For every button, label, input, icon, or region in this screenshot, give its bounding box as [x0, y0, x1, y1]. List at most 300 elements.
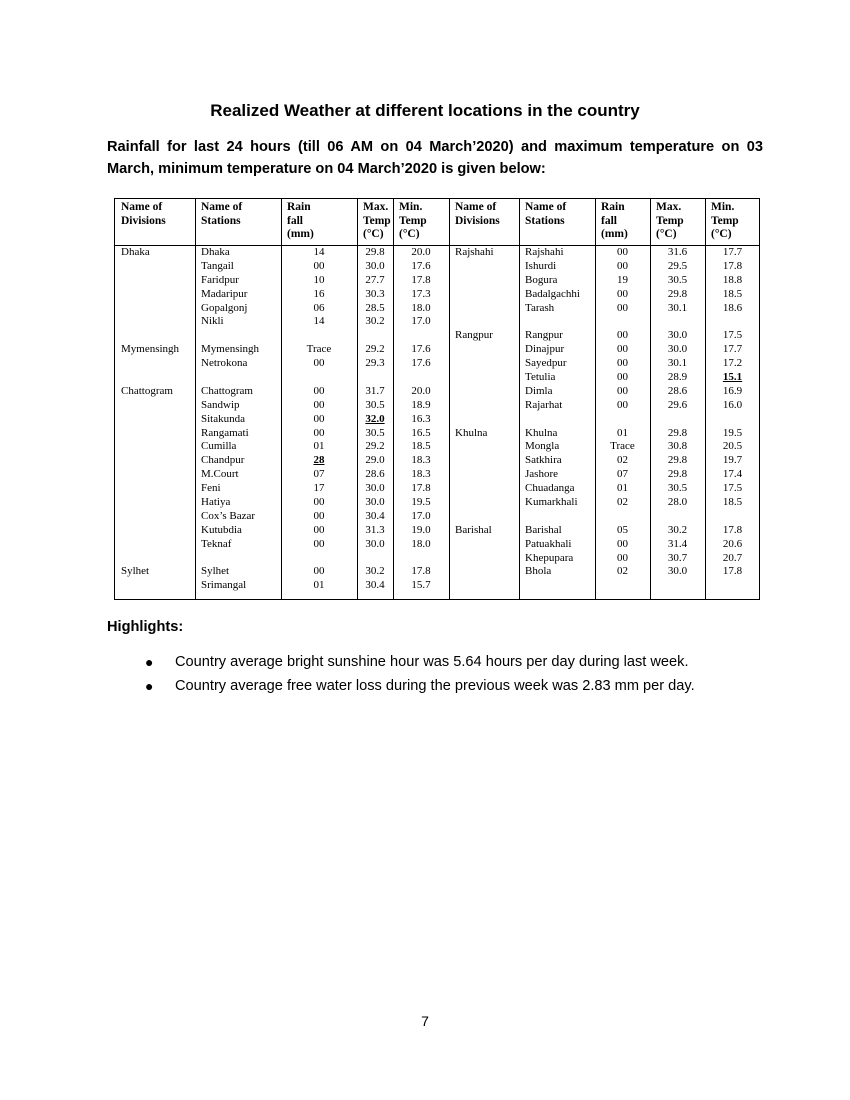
cell-max-temp: 30.7: [667, 551, 688, 564]
cell-min-temp: 17.6: [411, 357, 431, 370]
cell-station: Netrokona: [201, 357, 248, 370]
header-line: Divisions: [121, 214, 166, 227]
cell-min-temp: 17.8: [411, 565, 431, 578]
cell-station: Sitakunda: [201, 412, 245, 425]
right-station-column: [525, 246, 580, 579]
cell-min-temp: 17.0: [411, 315, 431, 328]
cell-rainfall: 00: [617, 301, 628, 314]
cell-max-temp: 32.0: [365, 412, 385, 425]
cell-min-temp: [393, 329, 449, 343]
cell-rainfall: [595, 413, 650, 427]
right-min-temp-column: [705, 246, 760, 579]
cell-max-temp: 29.5: [667, 259, 688, 272]
cell-max-temp: 30.0: [667, 329, 688, 342]
column-divider: [519, 199, 520, 599]
cell-rainfall: [281, 329, 357, 343]
cell-division: [455, 482, 494, 496]
cell-station: [525, 413, 580, 427]
cell-division: [455, 496, 494, 510]
cell-min-temp: 18.5: [722, 496, 743, 509]
cell-station: Barishal: [525, 523, 562, 536]
cell-min-temp: 17.5: [722, 329, 743, 342]
cell-division: Rajshahi: [455, 246, 494, 258]
right-rainfall-column: [595, 246, 650, 579]
cell-station: Rangpur: [525, 329, 563, 342]
cell-max-temp: 30.2: [365, 565, 385, 578]
cell-max-temp: 30.0: [365, 482, 385, 495]
cell-max-temp: 28.0: [667, 496, 688, 509]
cell-max-temp: 29.6: [667, 398, 688, 411]
cell-station: Bogura: [525, 273, 558, 286]
cell-division: [121, 579, 179, 593]
cell-division: [121, 274, 179, 288]
cell-station: Srimangal: [201, 579, 247, 592]
cell-station: Bhola: [525, 565, 552, 578]
cell-station: Dhaka: [201, 246, 230, 258]
cell-rainfall: Trace: [610, 440, 635, 453]
cell-station: Dinajpur: [525, 343, 565, 356]
cell-min-temp: 18.8: [722, 273, 743, 286]
header-line: Temp: [711, 214, 739, 227]
cell-min-temp: 18.3: [411, 454, 431, 467]
cell-min-temp: 19.5: [411, 496, 431, 509]
cell-rainfall: 00: [313, 509, 325, 522]
header-min-temp: [399, 201, 427, 242]
cell-rainfall: 07: [617, 468, 628, 481]
cell-division: [455, 274, 494, 288]
cell-max-temp: 29.8: [667, 468, 688, 481]
header-rainfall: [601, 201, 628, 242]
header-line: (°C): [656, 228, 677, 240]
left-rainfall-column: [281, 246, 357, 593]
cell-max-temp: 27.7: [365, 273, 385, 286]
cell-max-temp: [650, 315, 705, 329]
header-line: Stations: [201, 214, 241, 227]
cell-min-temp: 18.0: [411, 537, 431, 550]
cell-min-temp: 17.6: [411, 259, 431, 272]
cell-division: Khulna: [455, 426, 488, 439]
cell-station: Gopalgonj: [201, 301, 248, 314]
cell-min-temp: 17.7: [722, 246, 743, 258]
cell-division: [455, 440, 494, 454]
header-line: Name of: [455, 201, 497, 213]
left-station-column: [201, 246, 259, 593]
cell-station: Kumarkhali: [525, 496, 578, 509]
header-station: [201, 201, 242, 228]
header-line: Rain: [287, 201, 311, 213]
header-line: fall: [287, 214, 303, 227]
cell-station: Faridpur: [201, 273, 239, 286]
cell-min-temp: 17.8: [722, 523, 743, 536]
cell-min-temp: 18.5: [411, 440, 431, 453]
header-line: Stations: [525, 214, 565, 227]
cell-min-temp: 20.0: [411, 384, 431, 397]
cell-min-temp: 18.0: [411, 301, 431, 314]
highlight-item: [140, 650, 780, 674]
cell-rainfall: 02: [617, 565, 628, 578]
cell-station: Cox’s Bazar: [201, 509, 256, 522]
header-line: (mm): [287, 228, 314, 240]
cell-division: [455, 315, 494, 329]
header-line: Name of: [121, 201, 163, 213]
cell-rainfall: [281, 552, 357, 566]
cell-max-temp: 30.0: [365, 537, 385, 550]
cell-station: [201, 552, 259, 566]
cell-station: Ishurdi: [525, 259, 557, 272]
cell-station: Patuakhali: [525, 537, 572, 550]
cell-station: Hatiya: [201, 496, 231, 509]
cell-rainfall: 17: [313, 482, 325, 495]
cell-min-temp: [705, 315, 760, 329]
cell-station: [525, 315, 580, 329]
cell-division: [455, 399, 494, 413]
left-min-temp-column: [393, 246, 449, 593]
cell-max-temp: 29.2: [365, 343, 385, 356]
cell-station: Khepupara: [525, 551, 574, 564]
cell-min-temp: 17.4: [722, 468, 743, 481]
header-line: Temp: [363, 214, 391, 227]
cell-station: Jashore: [525, 468, 558, 481]
page-number: 7: [421, 1013, 429, 1029]
cell-max-temp: 29.3: [365, 357, 385, 370]
cell-rainfall: 00: [617, 246, 628, 258]
highlights-heading: Highlights:: [107, 619, 184, 635]
cell-rainfall: 00: [313, 357, 325, 370]
cell-min-temp: 15.1: [722, 371, 743, 384]
right-division-column: [455, 246, 494, 579]
cell-min-temp: 18.5: [722, 287, 743, 300]
cell-rainfall: 01: [617, 426, 628, 439]
cell-min-temp: 16.0: [722, 398, 743, 411]
highlight-text: Country average bright sunshine hour was 5.64 hours per day during last week.: [175, 654, 689, 670]
cell-division: [455, 552, 494, 566]
cell-rainfall: 00: [617, 357, 628, 370]
cell-max-temp: [357, 371, 393, 385]
header-line: (mm): [601, 228, 628, 240]
cell-station: Satkhira: [525, 454, 562, 467]
cell-rainfall: 00: [313, 398, 325, 411]
cell-rainfall: 00: [617, 537, 628, 550]
cell-max-temp: 29.2: [365, 440, 385, 453]
header-station: [525, 201, 566, 228]
cell-max-temp: [650, 413, 705, 427]
right-max-temp-column: [650, 246, 705, 579]
cell-min-temp: 20.6: [722, 537, 743, 550]
left-division-column: [121, 246, 179, 593]
cell-station: Rajshahi: [525, 246, 564, 258]
header-line: (°C): [399, 228, 420, 240]
cell-max-temp: 29.8: [667, 287, 688, 300]
cell-division: [121, 260, 179, 274]
cell-rainfall: 19: [617, 273, 628, 286]
cell-max-temp: 30.2: [667, 523, 688, 536]
cell-station: Tetulia: [525, 371, 556, 384]
cell-station: Rangamati: [201, 426, 249, 439]
header-rainfall: [287, 201, 314, 242]
cell-rainfall: 02: [617, 454, 628, 467]
cell-min-temp: 17.0: [411, 509, 431, 522]
cell-max-temp: 30.5: [667, 273, 688, 286]
cell-station: Feni: [201, 482, 221, 495]
cell-rainfall: 01: [617, 482, 628, 495]
cell-division: [455, 538, 494, 552]
cell-station: Tarash: [525, 301, 555, 314]
cell-max-temp: 30.5: [667, 482, 688, 495]
cell-max-temp: [357, 329, 393, 343]
cell-station: Chuadanga: [525, 482, 575, 495]
cell-division: [455, 302, 494, 316]
cell-min-temp: 20.5: [722, 440, 743, 453]
cell-division: [455, 260, 494, 274]
cell-min-temp: [393, 552, 449, 566]
cell-division: Mymensingh: [121, 343, 180, 356]
cell-station: Sylhet: [201, 565, 230, 578]
header-line: Rain: [601, 201, 625, 213]
cell-max-temp: 29.8: [365, 246, 385, 258]
cell-min-temp: 19.7: [722, 454, 743, 467]
cell-rainfall: 00: [617, 287, 628, 300]
cell-division: [121, 302, 179, 316]
cell-rainfall: 00: [617, 259, 628, 272]
header-division: [455, 201, 500, 228]
cell-rainfall: Trace: [306, 343, 332, 356]
cell-rainfall: 00: [617, 343, 628, 356]
cell-station: Teknaf: [201, 537, 232, 550]
intro-paragraph: Rainfall for last 24 hours (till 06 AM on 04 March’2020) and maximum temperature on 03 March, minimum temperature on 04 March’2020 is given below:: [107, 139, 763, 177]
cell-max-temp: 30.0: [365, 259, 385, 272]
cell-rainfall: 01: [313, 579, 325, 592]
cell-division: [121, 357, 179, 371]
cell-division: [121, 552, 179, 566]
column-divider: [195, 199, 196, 599]
header-max-temp: [363, 201, 391, 242]
header-line: fall: [601, 214, 617, 227]
cell-rainfall: 00: [313, 259, 325, 272]
cell-division: [455, 385, 494, 399]
cell-division: [455, 468, 494, 482]
cell-station: [525, 510, 580, 524]
page-title: Realized Weather at different locations in the country: [210, 101, 640, 120]
cell-division: [455, 343, 494, 357]
cell-division: [121, 510, 179, 524]
cell-rainfall: 00: [313, 412, 325, 425]
cell-rainfall: 00: [313, 426, 325, 439]
cell-station: Cumilla: [201, 440, 237, 453]
cell-division: [121, 288, 179, 302]
header-line: Max.: [363, 201, 389, 213]
cell-min-temp: 20.7: [722, 551, 743, 564]
cell-station: [201, 329, 259, 343]
cell-division: Dhaka: [121, 246, 150, 258]
cell-max-temp: 30.1: [667, 357, 688, 370]
cell-max-temp: 30.5: [365, 398, 385, 411]
cell-min-temp: 18.3: [411, 468, 431, 481]
cell-station: Sayedpur: [525, 357, 567, 370]
cell-min-temp: 17.8: [411, 482, 431, 495]
cell-station: Dimla: [525, 384, 553, 397]
cell-rainfall: 06: [313, 301, 325, 314]
cell-min-temp: 17.8: [411, 273, 431, 286]
cell-max-temp: 31.4: [667, 537, 688, 550]
cell-max-temp: 31.7: [365, 384, 385, 397]
cell-station: Madaripur: [201, 287, 248, 300]
cell-division: [121, 399, 179, 413]
cell-rainfall: 16: [313, 287, 325, 300]
cell-station: Mongla: [525, 440, 560, 453]
header-division: [121, 201, 166, 228]
cell-min-temp: 15.7: [411, 579, 431, 592]
left-max-temp-column: [357, 246, 393, 593]
cell-station: Chandpur: [201, 454, 245, 467]
cell-division: Chattogram: [121, 384, 173, 397]
cell-division: [121, 413, 179, 427]
header-max-temp: [656, 201, 684, 242]
cell-min-temp: 17.3: [411, 287, 431, 300]
cell-max-temp: [357, 552, 393, 566]
cell-rainfall: 14: [313, 246, 325, 258]
cell-station: Mymensingh: [201, 343, 260, 356]
cell-max-temp: 30.0: [667, 343, 688, 356]
cell-rainfall: 05: [617, 523, 628, 536]
cell-rainfall: 00: [617, 371, 628, 384]
cell-rainfall: [595, 315, 650, 329]
cell-division: [121, 454, 179, 468]
cell-division: [121, 315, 179, 329]
highlight-item: [140, 674, 780, 698]
cell-max-temp: 29.8: [667, 426, 688, 439]
cell-rainfall: 00: [617, 384, 628, 397]
cell-division: Rangpur: [455, 329, 493, 342]
cell-min-temp: 17.6: [411, 343, 431, 356]
cell-division: [121, 440, 179, 454]
cell-division: [121, 427, 179, 441]
header-line: Name of: [201, 201, 243, 213]
cell-division: [121, 524, 179, 538]
cell-max-temp: 30.0: [667, 565, 688, 578]
cell-min-temp: [393, 371, 449, 385]
cell-max-temp: 28.6: [365, 468, 385, 481]
cell-station: Kutubdia: [201, 523, 242, 536]
cell-max-temp: [650, 510, 705, 524]
cell-max-temp: 30.3: [365, 287, 385, 300]
header-line: (°C): [711, 228, 732, 240]
header-line: Temp: [656, 214, 684, 227]
cell-min-temp: 16.5: [411, 426, 431, 439]
cell-division: [121, 371, 179, 385]
cell-division: [455, 413, 494, 427]
cell-rainfall: 07: [313, 468, 325, 481]
cell-max-temp: 29.8: [667, 454, 688, 467]
cell-station: Chattogram: [201, 384, 253, 397]
cell-division: [121, 482, 179, 496]
cell-max-temp: 29.0: [365, 454, 385, 467]
cell-station: [201, 371, 259, 385]
cell-min-temp: 19.5: [722, 426, 743, 439]
cell-rainfall: 28: [313, 454, 325, 467]
cell-station: Khulna: [525, 426, 558, 439]
cell-min-temp: 17.8: [722, 259, 743, 272]
cell-min-temp: 20.0: [411, 246, 431, 258]
cell-rainfall: 01: [313, 440, 325, 453]
cell-min-temp: [705, 413, 760, 427]
header-line: (°C): [363, 228, 384, 240]
cell-station: Badalgachhi: [525, 287, 580, 300]
cell-rainfall: 00: [313, 537, 325, 550]
cell-division: [121, 468, 179, 482]
cell-division: Barishal: [455, 523, 492, 536]
cell-rainfall: 00: [617, 398, 628, 411]
cell-min-temp: [705, 510, 760, 524]
cell-min-temp: 18.6: [722, 301, 743, 314]
cell-max-temp: 28.6: [667, 384, 688, 397]
header-line: Name of: [525, 201, 567, 213]
cell-min-temp: 17.5: [722, 482, 743, 495]
cell-max-temp: 30.2: [365, 315, 385, 328]
header-line: Max.: [656, 201, 682, 213]
cell-max-temp: 30.1: [667, 301, 688, 314]
bullet-icon: ●: [145, 654, 154, 670]
header-line: Divisions: [455, 214, 500, 227]
cell-division: [121, 496, 179, 510]
cell-division: Sylhet: [121, 565, 150, 578]
cell-station: Nikli: [201, 315, 224, 328]
cell-max-temp: 30.5: [365, 426, 385, 439]
cell-min-temp: 16.9: [722, 384, 743, 397]
cell-division: [455, 510, 494, 524]
cell-rainfall: 00: [313, 565, 325, 578]
column-divider: [449, 199, 450, 599]
cell-min-temp: 19.0: [411, 523, 431, 536]
weather-table: [114, 198, 760, 600]
cell-rainfall: 00: [313, 496, 325, 509]
header-line: Min.: [711, 201, 735, 213]
cell-rainfall: 00: [313, 523, 325, 536]
cell-rainfall: 00: [617, 551, 628, 564]
header-min-temp: [711, 201, 739, 242]
cell-rainfall: [595, 510, 650, 524]
cell-rainfall: 00: [617, 329, 628, 342]
cell-max-temp: 31.3: [365, 523, 385, 536]
cell-min-temp: 17.2: [722, 357, 743, 370]
cell-rainfall: 02: [617, 496, 628, 509]
cell-division: [121, 329, 179, 343]
cell-division: [455, 288, 494, 302]
header-line: Min.: [399, 201, 423, 213]
cell-min-temp: 17.8: [722, 565, 743, 578]
cell-max-temp: 28.9: [667, 371, 688, 384]
header-line: Temp: [399, 214, 427, 227]
cell-min-temp: 17.7: [722, 343, 743, 356]
cell-station: M.Court: [201, 468, 239, 481]
cell-division: [455, 371, 494, 385]
cell-station: Sandwip: [201, 398, 240, 411]
cell-max-temp: 30.8: [667, 440, 688, 453]
cell-min-temp: 16.3: [411, 412, 431, 425]
cell-division: [121, 538, 179, 552]
cell-max-temp: 31.6: [667, 246, 688, 258]
cell-rainfall: 10: [313, 273, 325, 286]
highlights-list: [140, 650, 780, 698]
cell-division: [455, 454, 494, 468]
cell-station: Tangail: [201, 259, 234, 272]
cell-max-temp: 28.5: [365, 301, 385, 314]
highlight-text: Country average free water loss during the previous week was 2.83 mm per day.: [175, 678, 695, 694]
cell-rainfall: 00: [313, 384, 325, 397]
cell-max-temp: 30.4: [365, 509, 385, 522]
cell-station: Rajarhat: [525, 398, 563, 411]
cell-division: [455, 357, 494, 371]
cell-min-temp: 18.9: [411, 398, 431, 411]
